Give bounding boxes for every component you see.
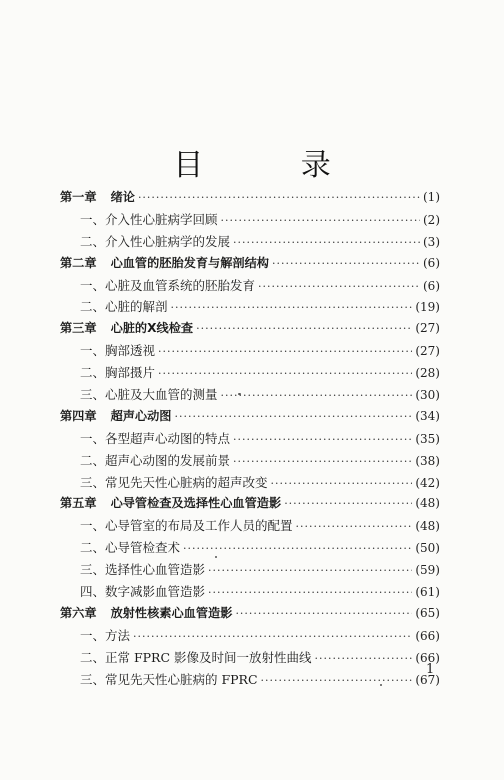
toc-leader-dots — [183, 542, 412, 555]
toc-entry-title — [60, 407, 172, 424]
toc-section-entry — [60, 276, 440, 298]
toc-chapter-title: 心脏的X线检查 — [110, 321, 194, 336]
toc-leader-dots — [221, 214, 420, 227]
toc-entry-title — [60, 254, 269, 271]
toc-chapter-entry — [60, 494, 440, 516]
toc-page-number: (19) — [415, 300, 440, 315]
toc-section-entry — [60, 648, 440, 670]
toc-page-number: (27) — [415, 321, 440, 336]
toc-section-entry — [60, 429, 440, 451]
toc-chapter-entry — [60, 319, 440, 341]
toc-entry-title — [60, 188, 135, 205]
toc-leader-dots — [271, 477, 413, 490]
toc-section-entry — [60, 451, 440, 473]
toc-page-number: (3) — [423, 234, 440, 249]
toc-section-entry — [60, 538, 440, 560]
toc-page-number: (61) — [415, 585, 440, 600]
toc-entry-title — [60, 494, 281, 511]
toc-leader-dots — [158, 345, 412, 358]
toc-page-number: (66) — [415, 628, 440, 643]
toc-page-number: (65) — [415, 605, 440, 620]
toc-section-entry — [60, 560, 440, 582]
toc-chapter-entry — [60, 604, 440, 626]
toc-page-number: (6) — [423, 278, 440, 293]
toc-leader-dots — [158, 367, 412, 380]
toc-entry-title: 三、选择性心血管造影 — [80, 562, 206, 578]
toc-entry-title: 一、心脏及血管系统的胚胎发育 — [80, 277, 256, 293]
toc-entry-title: 一、各型超声心动图的特点 — [80, 430, 231, 446]
toc-entry-title: 二、心脏的解剖 — [80, 299, 168, 315]
page-number: 1 — [426, 662, 435, 677]
toc-entry-title: 一、胸部透视 — [80, 343, 156, 359]
toc-chapter-title: 绪论 — [110, 190, 135, 204]
toc-page-number: (42) — [415, 475, 440, 490]
toc-chapter-title: 心血管的胚胎发育与解剖结构 — [110, 255, 269, 270]
toc-page-number: (34) — [415, 408, 440, 423]
toc-section-entry — [60, 516, 440, 538]
toc-page-number: (27) — [415, 344, 440, 359]
toc-leader-dots — [233, 455, 412, 468]
toc-leader-dots — [175, 410, 413, 423]
toc-entry-title: 二、介入性心脏病学的发展 — [80, 233, 231, 249]
toc-page-number: (28) — [415, 366, 440, 381]
toc-entry-title: 三、常见先天性心脏病的超声改变 — [80, 474, 268, 490]
toc-page-number: (1) — [423, 190, 440, 204]
toc-leader-dots — [133, 630, 412, 643]
toc-section-entry — [60, 582, 440, 604]
toc-entry-title — [60, 604, 232, 621]
toc-page-number: (50) — [415, 541, 440, 556]
toc-leader-dots — [261, 674, 413, 687]
toc-entry-title: 一、介入性心脏病学回顾 — [80, 211, 218, 227]
toc-leader-dots — [138, 191, 420, 204]
toc-leader-dots — [196, 322, 412, 335]
toc-leader-dots — [235, 607, 412, 620]
toc-entry-title — [60, 319, 193, 336]
toc-page-number: (48) — [415, 519, 440, 534]
toc-entry-title: 三、常见先天性心脏病的 FPRC — [80, 671, 258, 687]
toc-chapter-number: 第二章 — [60, 255, 97, 270]
toc-leader-dots — [208, 564, 412, 577]
toc-chapter-entry — [60, 188, 440, 210]
toc-leader-dots — [221, 389, 413, 402]
toc-entry-title: 一、方法 — [80, 627, 131, 643]
toc-section-entry — [60, 297, 440, 319]
toc-entry-title: 一、心导管室的布局及工作人员的配置 — [80, 518, 293, 534]
toc-section-entry — [60, 210, 440, 232]
toc-chapter-number: 第六章 — [60, 605, 97, 620]
toc-chapter-title: 心导管检查及选择性心血管造影 — [110, 496, 282, 511]
toc-chapter-number: 第一章 — [60, 190, 97, 204]
toc-leader-dots — [272, 257, 420, 270]
toc-leader-dots — [258, 280, 420, 293]
toc-entry-title: 二、超声心动图的发展前景 — [80, 452, 231, 468]
toc-section-entry — [60, 341, 440, 363]
toc-entry-title: 四、数字减影血管造影 — [80, 584, 206, 600]
toc-section-entry — [60, 626, 440, 648]
toc-chapter-number: 第四章 — [60, 408, 97, 423]
toc-page-number: (38) — [415, 453, 440, 468]
toc-section-entry — [60, 473, 440, 495]
toc-entry-title: 二、正常 FPRC 影像及时间一放射性曲线 — [80, 649, 312, 665]
toc-leader-dots — [233, 236, 420, 249]
toc-leader-dots — [296, 520, 413, 533]
toc-leader-dots — [208, 586, 412, 599]
toc-chapter-entry — [60, 407, 440, 429]
toc-chapter-number: 第五章 — [60, 496, 97, 511]
toc-entry-title: 二、胸部摄片 — [80, 365, 156, 381]
toc-entry-title: 三、心脏及大血管的测量 — [80, 387, 218, 403]
toc-leader-dots — [171, 301, 413, 314]
toc-page-number: (2) — [423, 212, 440, 227]
toc-chapter-entry — [60, 254, 440, 276]
toc-entry-title: 二、心导管检查术 — [80, 540, 181, 556]
toc-chapter-number: 第三章 — [60, 321, 97, 336]
scan-speck — [380, 684, 382, 686]
toc-page-number: (6) — [423, 255, 440, 270]
toc-chapter-title: 放射性核素心血管造影 — [110, 605, 233, 620]
toc-page-number: (67) — [415, 672, 440, 687]
toc-page-number: (35) — [415, 431, 440, 446]
toc-section-entry — [60, 385, 440, 407]
toc-leader-dots — [233, 433, 412, 446]
scan-speck — [215, 556, 217, 558]
toc-page-number: (59) — [415, 563, 440, 578]
toc-section-entry — [60, 232, 440, 254]
toc-leader-dots — [284, 497, 412, 510]
toc-section-entry — [60, 670, 440, 692]
toc-page-number: (66) — [415, 650, 440, 665]
toc-leader-dots — [315, 652, 413, 665]
table-of-contents — [60, 188, 440, 691]
scan-speck — [238, 393, 241, 395]
toc-page-number: (48) — [415, 496, 440, 511]
toc-page-number: (30) — [415, 388, 440, 403]
page-title: 目 录 — [173, 148, 375, 183]
toc-chapter-title: 超声心动图 — [110, 408, 172, 423]
toc-section-entry — [60, 363, 440, 385]
